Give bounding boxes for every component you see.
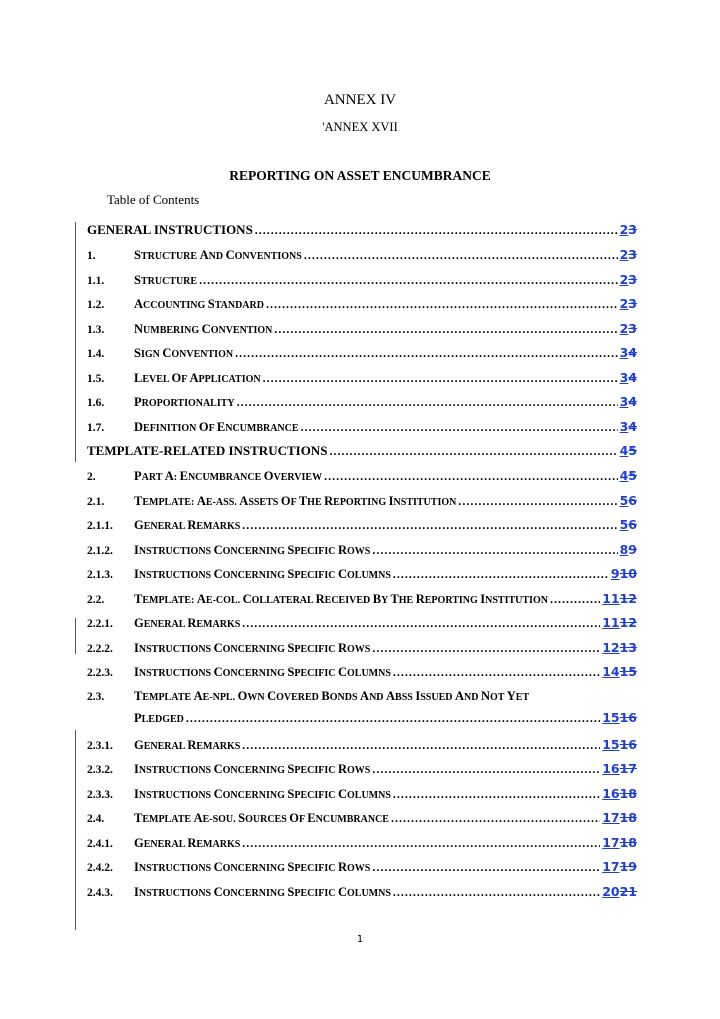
deleted-page-number: 16 <box>619 736 637 752</box>
toc-entry-title: TEMPLATE: AE-COL. COLLATERAL RECEIVED BY THE REPORTING INSTITUTION <box>134 591 548 606</box>
inserted-page-number: 17 <box>602 834 620 850</box>
toc-entry[interactable] <box>87 810 637 835</box>
inserted-page-number: 2 <box>619 222 629 237</box>
toc-entry[interactable] <box>87 786 637 811</box>
toc-leader-dots <box>393 567 609 582</box>
toc-leader-dots <box>274 322 617 337</box>
toc-entry-title: GENERAL INSTRUCTIONS <box>87 222 253 237</box>
deleted-page-number: 5 <box>628 468 637 483</box>
toc-entry-number: 2.2.1. <box>87 618 113 630</box>
toc-entry-title: ACCOUNTING STANDARD <box>134 297 264 311</box>
toc-entry-title: GENERAL REMARKS <box>134 835 241 850</box>
toc-entry-title: INSTRUCTIONS CONCERNING SPECIFIC COLUMNS <box>134 665 391 679</box>
toc-entry[interactable] <box>87 272 637 297</box>
toc-page-ref[interactable] <box>602 761 637 776</box>
deleted-page-number: 15 <box>619 664 637 679</box>
toc-entry-number: 2.4.1. <box>87 837 113 850</box>
toc-leader-dots <box>263 371 618 386</box>
toc-page-ref[interactable] <box>620 222 637 237</box>
toc-leader-dots <box>237 395 618 410</box>
inserted-page-number: 17 <box>602 810 620 825</box>
deleted-page-number: 21 <box>619 883 637 899</box>
deleted-page-number: 18 <box>619 785 637 801</box>
toc-leader-dots <box>235 346 618 361</box>
toc-leader-dots <box>372 762 600 777</box>
inserted-page-number: 5 <box>619 517 629 532</box>
toc-entry-title: GENERAL REMARKS <box>134 737 241 752</box>
deleted-page-number: 3 <box>628 320 637 336</box>
deleted-page-number: 5 <box>628 443 637 458</box>
toc-entry[interactable] <box>87 247 637 272</box>
toc-entry[interactable] <box>87 884 637 909</box>
toc-entry-number: 2.3.2. <box>87 764 113 776</box>
toc-page-ref[interactable] <box>620 493 637 508</box>
inserted-page-number: 2 <box>619 271 629 287</box>
toc-leader-dots <box>199 273 618 288</box>
deleted-page-number: 19 <box>619 859 637 874</box>
toc-page-ref[interactable] <box>620 517 637 532</box>
inserted-page-number: 15 <box>602 736 620 752</box>
toc-entry[interactable] <box>87 640 637 665</box>
toc-entry-title: INSTRUCTIONS CONCERNING SPECIFIC ROWS <box>134 640 371 655</box>
toc-leader-dots <box>393 665 600 680</box>
toc-page-ref[interactable] <box>620 272 637 287</box>
toc-entry-number: 2.4. <box>87 813 105 825</box>
toc-entry[interactable] <box>87 370 637 395</box>
toc-entry-number: 1.2. <box>87 299 105 311</box>
toc-entry-number: 2.1.3. <box>87 569 113 581</box>
toc-entry[interactable] <box>87 859 637 884</box>
toc-entry-title: INSTRUCTIONS CONCERNING SPECIFIC COLUMNS <box>134 567 391 581</box>
toc-entry-number: 2. <box>87 471 96 483</box>
toc-entry-title: INSTRUCTIONS CONCERNING SPECIFIC ROWS <box>134 860 371 874</box>
inserted-page-number: 11 <box>602 590 620 606</box>
toc-page-ref[interactable] <box>620 468 637 483</box>
annex-subheading: 'ANNEX XVII <box>322 120 398 134</box>
toc-entry-title: INSTRUCTIONS CONCERNING SPECIFIC COLUMNS <box>134 786 391 801</box>
inserted-page-number: 5 <box>619 492 629 508</box>
toc-entry[interactable] <box>87 835 637 860</box>
toc-entry-number: 2.2.2. <box>87 642 113 655</box>
toc-leader-dots <box>393 885 600 900</box>
toc-page-ref[interactable] <box>620 394 637 409</box>
page-number: 1 <box>356 934 364 945</box>
inserted-page-number: 3 <box>619 345 629 360</box>
toc-entry-number: 1.3. <box>87 323 105 336</box>
table-of-contents <box>87 222 637 908</box>
toc-entry-number: 1.4. <box>87 348 105 360</box>
toc-page-ref[interactable] <box>602 640 637 655</box>
toc-entry[interactable] <box>87 321 637 346</box>
deleted-page-number: 12 <box>619 590 637 606</box>
inserted-page-number: 20 <box>602 883 620 899</box>
toc-entry-number: 1.1. <box>87 274 105 287</box>
toc-entry-title: PROPORTIONALITY <box>134 395 235 409</box>
toc-entry-text: TEMPLATE AE-NPL. OWN COVERED BONDS AND ABSS ISSUED AND NOT YET <box>134 688 530 703</box>
document-title: REPORTING ON ASSET ENCUMBRANCE <box>229 168 491 183</box>
inserted-page-number: 3 <box>619 394 629 409</box>
deleted-page-number: 13 <box>619 639 637 655</box>
toc-page-ref[interactable] <box>620 419 637 434</box>
toc-page-ref[interactable] <box>620 370 637 385</box>
deleted-page-number: 4 <box>628 345 637 360</box>
change-bar <box>75 618 76 654</box>
toc-page-ref[interactable] <box>602 615 637 630</box>
toc-entry[interactable] <box>87 761 637 786</box>
toc-page-ref[interactable] <box>620 542 637 557</box>
toc-leader-dots <box>329 444 617 459</box>
inserted-page-number: 15 <box>602 709 620 725</box>
toc-entry-title: GENERAL REMARKS <box>134 616 241 630</box>
deleted-page-number: 10 <box>619 566 637 581</box>
toc-entry-title: GENERAL REMARKS <box>134 518 241 532</box>
inserted-page-number: 2 <box>619 296 629 311</box>
toc-page-ref[interactable] <box>602 591 637 606</box>
deleted-page-number: 3 <box>628 222 637 237</box>
toc-entry-title: SIGN CONVENTION <box>134 346 234 360</box>
toc-entry-number: 1.7. <box>87 421 105 434</box>
deleted-page-number: 18 <box>619 834 637 850</box>
toc-entry[interactable] <box>87 615 637 640</box>
toc-entry[interactable] <box>87 394 637 419</box>
toc-leader-dots <box>301 420 618 435</box>
deleted-page-number: 9 <box>628 541 637 557</box>
toc-entry-number: 2.2.3. <box>87 667 113 679</box>
toc-leader-dots <box>458 494 617 509</box>
toc-entry-number: 1. <box>87 250 96 262</box>
toc-entry[interactable] <box>87 468 637 493</box>
toc-entry-number: 1.6. <box>87 397 105 409</box>
toc-entry-number: 2.3.3. <box>87 788 113 801</box>
toc-entry[interactable] <box>87 542 637 567</box>
toc-entry[interactable] <box>87 591 637 616</box>
toc-entry-title <box>134 689 637 704</box>
toc-leader-dots <box>372 641 600 656</box>
toc-leader-dots <box>393 787 600 802</box>
toc-leader-dots <box>550 592 600 607</box>
toc-leader-dots <box>304 248 618 263</box>
inserted-page-number: 3 <box>619 369 629 385</box>
toc-entry[interactable] <box>87 493 637 518</box>
toc-entry-title-cont: PLEDGED <box>134 710 184 725</box>
deleted-page-number: 6 <box>628 492 637 508</box>
toc-entry-title: NUMBERING CONVENTION <box>134 321 273 336</box>
deleted-page-number: 4 <box>628 394 637 409</box>
toc-page-ref[interactable] <box>602 835 637 850</box>
toc-leader-dots <box>242 738 600 753</box>
toc-section-heading[interactable] <box>87 222 637 247</box>
toc-page-ref[interactable] <box>611 566 637 581</box>
toc-entry-title: TEMPLATE: AE-ASS. ASSETS OF THE REPORTING INSTITUTION <box>134 493 457 508</box>
toc-entry[interactable] <box>87 689 637 737</box>
deleted-page-number: 16 <box>619 709 637 725</box>
inserted-page-number: 2 <box>619 247 629 262</box>
toc-entry-title: DEFINITION OF ENCUMBRANCE <box>134 419 299 434</box>
toc-page-ref[interactable] <box>602 664 637 679</box>
toc-page-ref[interactable] <box>620 296 637 311</box>
toc-entry-title: LEVEL OF APPLICATION <box>134 370 261 385</box>
toc-page-ref[interactable] <box>620 443 637 458</box>
change-bar <box>75 222 76 462</box>
toc-entry-title: INSTRUCTIONS CONCERNING SPECIFIC ROWS <box>134 542 371 557</box>
toc-page-ref[interactable] <box>602 710 637 725</box>
inserted-page-number: 16 <box>602 761 620 776</box>
inserted-page-number: 4 <box>619 468 629 483</box>
toc-entry[interactable] <box>87 419 637 444</box>
change-bar <box>75 730 76 930</box>
toc-entry[interactable] <box>87 737 637 762</box>
toc-entry-number: 1.5. <box>87 372 105 385</box>
toc-entry-title: STRUCTURE AND CONVENTIONS <box>134 248 302 262</box>
toc-leader-dots <box>242 518 617 533</box>
toc-entry[interactable] <box>87 517 637 542</box>
inserted-page-number: 11 <box>602 615 620 630</box>
deleted-page-number: 3 <box>628 271 637 287</box>
inserted-page-number: 8 <box>619 541 629 557</box>
toc-page-ref[interactable] <box>602 810 637 825</box>
toc-page-ref[interactable] <box>620 321 637 336</box>
toc-entry-number: 2.3.1. <box>87 739 113 752</box>
toc-entry-number: 2.2. <box>87 593 105 606</box>
deleted-page-number: 17 <box>619 761 637 776</box>
toc-leader-dots <box>242 616 600 631</box>
inserted-page-number: 9 <box>610 566 620 581</box>
deleted-page-number: 6 <box>628 517 637 532</box>
toc-entry-title: PART A: ENCUMBRANCE OVERVIEW <box>134 469 323 483</box>
toc-entry-title: INSTRUCTIONS CONCERNING SPECIFIC COLUMNS <box>134 884 391 899</box>
toc-entry-number: 2.4.3. <box>87 886 113 899</box>
inserted-page-number: 2 <box>619 320 629 336</box>
toc-page-ref[interactable] <box>602 786 637 801</box>
toc-section-heading[interactable] <box>87 443 637 468</box>
toc-leader-dots <box>242 836 600 851</box>
toc-entry[interactable] <box>87 296 637 321</box>
inserted-page-number: 4 <box>619 443 629 458</box>
deleted-page-number: 4 <box>628 418 637 434</box>
toc-page-ref[interactable] <box>602 859 637 874</box>
toc-label: Table of Contents <box>107 192 200 207</box>
toc-page-ref[interactable] <box>602 737 637 752</box>
toc-leader-dots <box>324 469 618 484</box>
toc-leader-dots <box>266 297 618 312</box>
toc-entry[interactable] <box>87 566 637 591</box>
inserted-page-number: 17 <box>602 859 620 874</box>
toc-entry[interactable] <box>87 345 637 370</box>
toc-leader-dots <box>255 223 618 238</box>
toc-entry-number: 2.3. <box>87 690 105 703</box>
toc-entry-number: 2.1. <box>87 495 105 508</box>
toc-page-ref[interactable] <box>620 247 637 262</box>
toc-entry-number: 2.4.2. <box>87 862 113 874</box>
toc-entry-title: TEMPLATE AE-SOU. SOURCES OF ENCUMBRANCE <box>134 811 389 825</box>
toc-page-ref[interactable] <box>602 884 637 899</box>
inserted-page-number: 14 <box>602 664 620 679</box>
inserted-page-number: 3 <box>619 418 629 434</box>
deleted-page-number: 4 <box>628 369 637 385</box>
annex-heading: ANNEX IV <box>323 92 397 108</box>
toc-entry-title: INSTRUCTIONS CONCERNING SPECIFIC ROWS <box>134 762 371 776</box>
inserted-page-number: 16 <box>602 785 620 801</box>
toc-page-ref[interactable] <box>620 345 637 360</box>
toc-entry-title: TEMPLATE-RELATED INSTRUCTIONS <box>87 443 328 458</box>
deleted-page-number: 12 <box>619 615 637 630</box>
deleted-page-number: 3 <box>628 247 637 262</box>
inserted-page-number: 12 <box>602 639 620 655</box>
deleted-page-number: 18 <box>619 810 637 825</box>
toc-entry[interactable] <box>87 664 637 689</box>
deleted-page-number: 3 <box>628 296 637 311</box>
toc-leader-dots <box>372 860 600 875</box>
toc-leader-dots <box>372 543 617 558</box>
toc-entry-number: 2.1.1. <box>87 520 113 532</box>
toc-entry-title: STRUCTURE <box>134 272 198 287</box>
toc-leader-dots <box>186 711 600 726</box>
toc-leader-dots <box>391 811 600 826</box>
toc-entry-number: 2.1.2. <box>87 544 113 557</box>
